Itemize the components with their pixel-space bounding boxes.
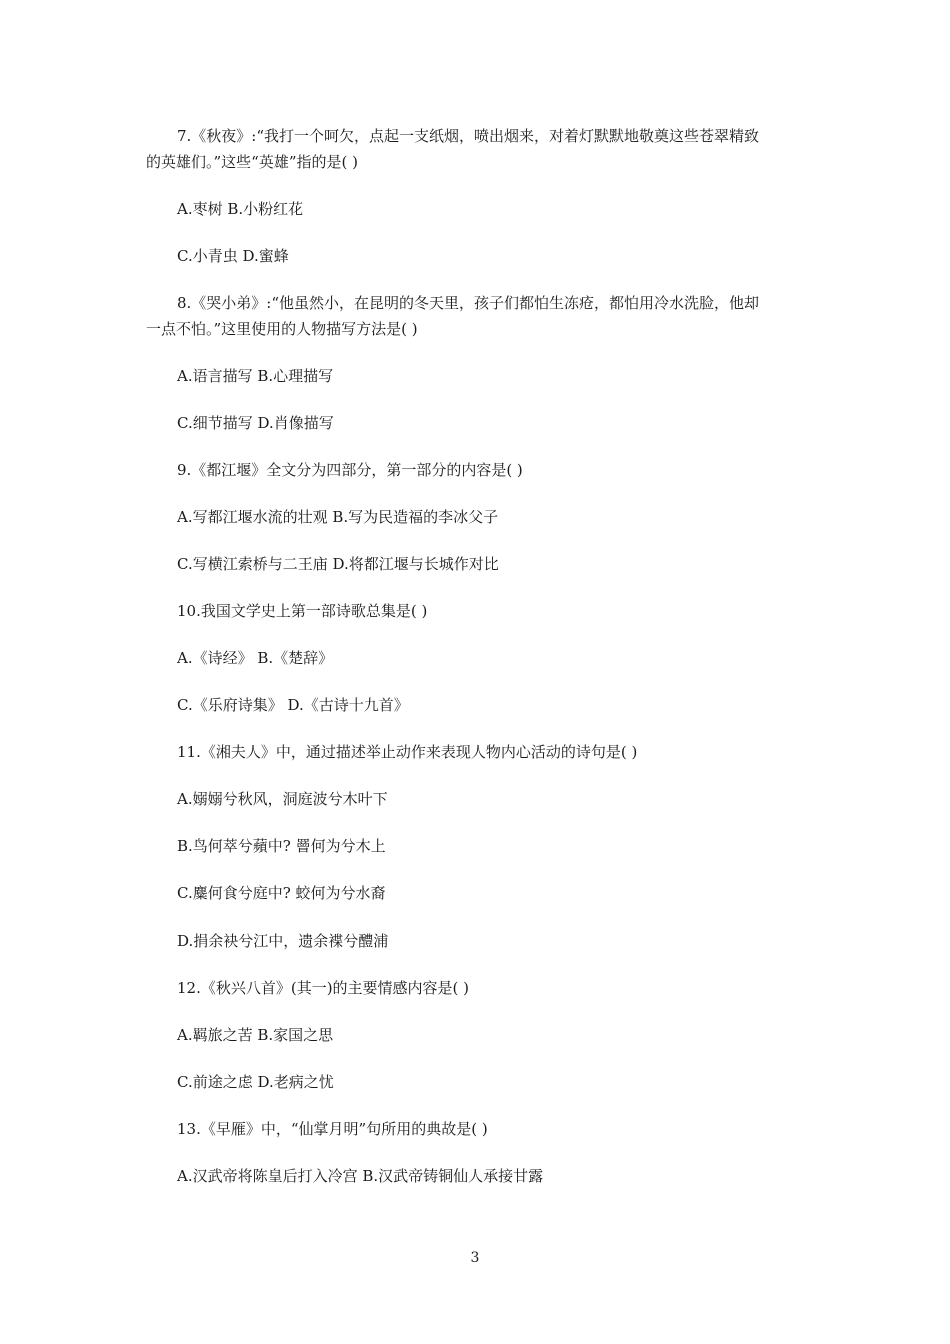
- question-8-option-line-1: A.语言描写 B.心理描写: [177, 367, 334, 385]
- question-11-option-a: A.嫋嫋兮秋风，洞庭波兮木叶下: [177, 790, 388, 808]
- page-number: 3: [470, 1250, 480, 1266]
- question-7-stem-line-2: 的英雄们。”这些“英雄”指的是( ): [146, 153, 358, 171]
- question-8-stem-line-2: 一点不怕。”这里使用的人物描写方法是( ): [146, 320, 418, 338]
- question-13-stem: 13.《早雁》中，“仙掌月明”句所用的典故是( ): [177, 1120, 488, 1138]
- question-11-option-c: C.麋何食兮庭中? 蛟何为兮水裔: [177, 884, 386, 902]
- question-12-stem: 12.《秋兴八首》(其一)的主要情感内容是( ): [177, 979, 470, 997]
- question-9-option-line-2: C.写横江索桥与二王庙 D.将都江堰与长城作对比: [177, 555, 499, 573]
- question-8-stem-line-1: 8.《哭小弟》:“他虽然小，在昆明的冬天里，孩子们都怕生冻疮，都怕用冷水洗脸，他却: [177, 294, 760, 312]
- question-10-stem: 10.我国文学史上第一部诗歌总集是( ): [177, 602, 428, 620]
- question-9-option-line-1: A.写都江堰水流的壮观 B.写为民造福的李冰父子: [177, 508, 499, 526]
- question-9-stem: 9.《都江堰》全文分为四部分，第一部分的内容是( ): [177, 461, 523, 479]
- question-11-stem: 11.《湘夫人》中，通过描述举止动作来表现人物内心活动的诗句是( ): [177, 743, 638, 761]
- question-10-option-line-1: A.《诗经》 B.《楚辞》: [177, 649, 334, 667]
- question-12-option-line-1: A.羁旅之苦 B.家国之思: [177, 1026, 334, 1044]
- question-12-option-line-2: C.前途之虑 D.老病之忧: [177, 1073, 334, 1091]
- question-11-option-b: B.鸟何萃兮蘋中? 罾何为兮木上: [177, 837, 386, 855]
- question-7-stem-line-1: 7.《秋夜》:“我打一个呵欠，点起一支纸烟，喷出烟来，对着灯默默地敬奠这些苍翠精致: [177, 127, 760, 145]
- question-8-option-line-2: C.细节描写 D.肖像描写: [177, 414, 334, 432]
- question-7-option-line-1: A.枣树 B.小粉红花: [177, 200, 304, 218]
- question-10-option-line-2: C.《乐府诗集》 D.《古诗十九首》: [177, 696, 409, 714]
- question-11-option-d: D.捐余袂兮江中，遗余褋兮醴浦: [177, 932, 389, 950]
- question-7-option-line-2: C.小青虫 D.蜜蜂: [177, 247, 289, 265]
- question-13-option-line-1: A.汉武帝将陈皇后打入冷宫 B.汉武帝铸铜仙人承接甘露: [177, 1167, 544, 1185]
